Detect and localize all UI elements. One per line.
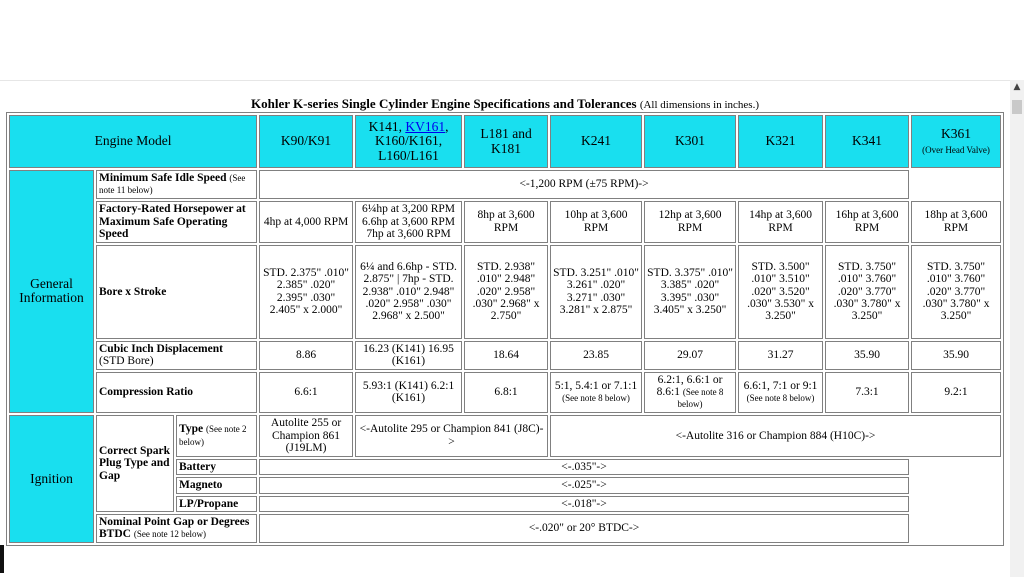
label-displacement [96,341,257,370]
label-point-gap [96,514,257,543]
table-row-compression [9,372,1001,413]
hp-k90: 4hp at 4,000 RPM [259,201,353,243]
cr-k241-note: (See note 8 below) [562,393,630,404]
label-displacement-plain: (STD Bore) [99,355,154,368]
vertical-scrollbar[interactable] [1010,80,1024,577]
label-battery: Battery [176,459,257,475]
cr-k301-value: 6.2:1, 6.6:1 or 8.6:1 [656,373,723,399]
cr-k90: 6.6:1 [259,372,353,413]
hp-l181: 8hp at 3,600 RPM [464,201,548,243]
header-k141-post: , K160/K161, L160/L161 [374,118,449,163]
header-k141 [355,115,462,168]
header-k361-label: K361 [941,125,972,141]
cid-k341: 35.90 [825,341,909,370]
bore-l181: STD. 2.938" .010" 2.948" .020" 2.958" .030" 2.968" x 2.750" [464,245,548,339]
table-row-idle [9,170,1001,199]
scrollbar-thumb[interactable] [1012,100,1022,114]
cr-l181: 6.8:1 [464,372,548,413]
header-k361-note: (Over Head Valve) [922,144,990,155]
hp-k341: 16hp at 3,600 RPM [825,201,909,243]
label-displacement-bold: Cubic Inch Displacement [99,342,223,355]
bore-k241: STD. 3.251" .010" 3.261" .020" 3.271" .030" 3.281" x 2.875" [550,245,642,339]
section-general-information: General Information [9,170,94,413]
cid-l181: 18.64 [464,341,548,370]
hp-k141: 6¼hp at 3,200 RPM 6.6hp at 3,600 RPM 7hp at 3,600 RPM [355,201,462,243]
cr-k241 [550,372,642,413]
value-point-gap: <-.020" or 20° BTDC-> [259,514,909,543]
value-idle: <-1,200 RPM (±75 RPM)-> [259,170,909,199]
page-title [0,96,1010,112]
label-spark-plug: Correct Spark Plug Type and Gap [96,415,174,512]
label-lp-propane: LP/Propane [176,496,257,512]
cr-k141: 5.93:1 (K141) 6.2:1 (K161) [355,372,462,413]
label-horsepower: Factory-Rated Horsepower at Maximum Safe Operating Speed [96,201,257,243]
cid-k361: 35.90 [911,341,1001,370]
text-cursor-icon [0,545,4,573]
label-plug-type-text: Type [179,423,204,436]
header-k361 [911,115,1001,168]
bore-k361: STD. 3.750" .010" 3.760" .020" 3.770" .030" 3.780" x 3.250" [911,245,1001,339]
hp-k301: 12hp at 3,600 RPM [644,201,736,243]
table-row-displacement [9,341,1001,370]
header-k301: K301 [644,115,736,168]
kv161-link[interactable]: KV161 [405,118,446,134]
cid-k241: 23.85 [550,341,642,370]
bore-k90: STD. 2.375" .010" 2.385" .020" 2.395" .030" 2.405" x 2.000" [259,245,353,339]
label-magneto: Magneto [176,477,257,493]
plug-type-k90: Autolite 255 or Champion 861 (J19LM) [259,415,353,457]
cr-k301 [644,372,736,413]
header-k321: K321 [738,115,823,168]
bore-k141: 6¼ and 6.6hp - STD. 2.875" | 7hp - STD. 2.938" .010" 2.948" .020" 2.958" .030" 2.968" x 2.500" [355,245,462,339]
label-plug-type [176,415,257,457]
value-magneto-gap: <-.025"-> [259,477,909,493]
table-row-point-gap [9,514,1001,543]
page-top-divider [0,80,1024,81]
value-battery-gap: <-.035"-> [259,459,909,475]
scroll-up-arrow-icon[interactable]: ▲ [1013,82,1021,92]
label-bore-stroke: Bore x Stroke [96,245,257,339]
cid-k301: 29.07 [644,341,736,370]
table-row-horsepower [9,201,1001,243]
hp-k241: 10hp at 3,600 RPM [550,201,642,243]
cr-k241-value: 5:1, 5.4:1 or 7.1:1 [554,379,638,392]
label-idle-note: (See note 11 below) [99,173,246,196]
title-main: Kohler K-series Single Cylinder Engine Specifications and Tolerances [251,96,637,111]
header-k341: K341 [825,115,909,168]
cr-k301-note: (See note 8 below) [677,387,724,410]
cr-k321 [738,372,823,413]
section-ignition: Ignition [9,415,94,543]
bore-k321: STD. 3.500" .010" 3.510" .020" 3.520" .030" 3.530" x 3.250" [738,245,823,339]
header-k141-pre: K141, [368,118,406,134]
cr-k321-value: 6.6:1, 7:1 or 9:1 [743,379,818,392]
header-engine-model: Engine Model [9,115,257,168]
cid-k321: 31.27 [738,341,823,370]
cr-k341: 7.3:1 [825,372,909,413]
label-point-gap-note: (See note 12 below) [133,529,207,540]
bore-k341: STD. 3.750" .010" 3.760" .020" 3.770" .030" 3.780" x 3.250" [825,245,909,339]
cr-k321-note: (See note 8 below) [746,393,815,404]
plug-type-k241-k361: <-Autolite 316 or Champion 884 (H10C)-> [550,415,1001,457]
label-plug-type-note: (See note 2 below) [179,424,247,447]
table-row-plug-type [9,415,1001,457]
cid-k90: 8.86 [259,341,353,370]
header-l181: L181 and K181 [464,115,548,168]
bore-k301: STD. 3.375" .010" 3.385" .020" 3.395" .030" 3.405" x 3.250" [644,245,736,339]
value-lp-gap: <-.018"-> [259,496,909,512]
label-idle [96,170,257,199]
plug-type-k141-l181: <-Autolite 295 or Champion 841 (J8C)-> [355,415,548,457]
label-compression: Compression Ratio [96,372,257,413]
title-note: (All dimensions in inches.) [639,99,759,111]
cid-k141: 16.23 (K141) 16.95 (K161) [355,341,462,370]
hp-k321: 14hp at 3,600 RPM [738,201,823,243]
label-idle-text: Minimum Safe Idle Speed [99,172,227,184]
table-row-bore-stroke [9,245,1001,339]
hp-k361: 18hp at 3,600 RPM [911,201,1001,243]
cr-k361: 9.2:1 [911,372,1001,413]
spec-table [6,112,1004,546]
header-row [9,115,1001,168]
label-point-gap-text: Nominal Point Gap or Degrees BTDC [99,516,250,541]
header-k90: K90/K91 [259,115,353,168]
header-k241: K241 [550,115,642,168]
